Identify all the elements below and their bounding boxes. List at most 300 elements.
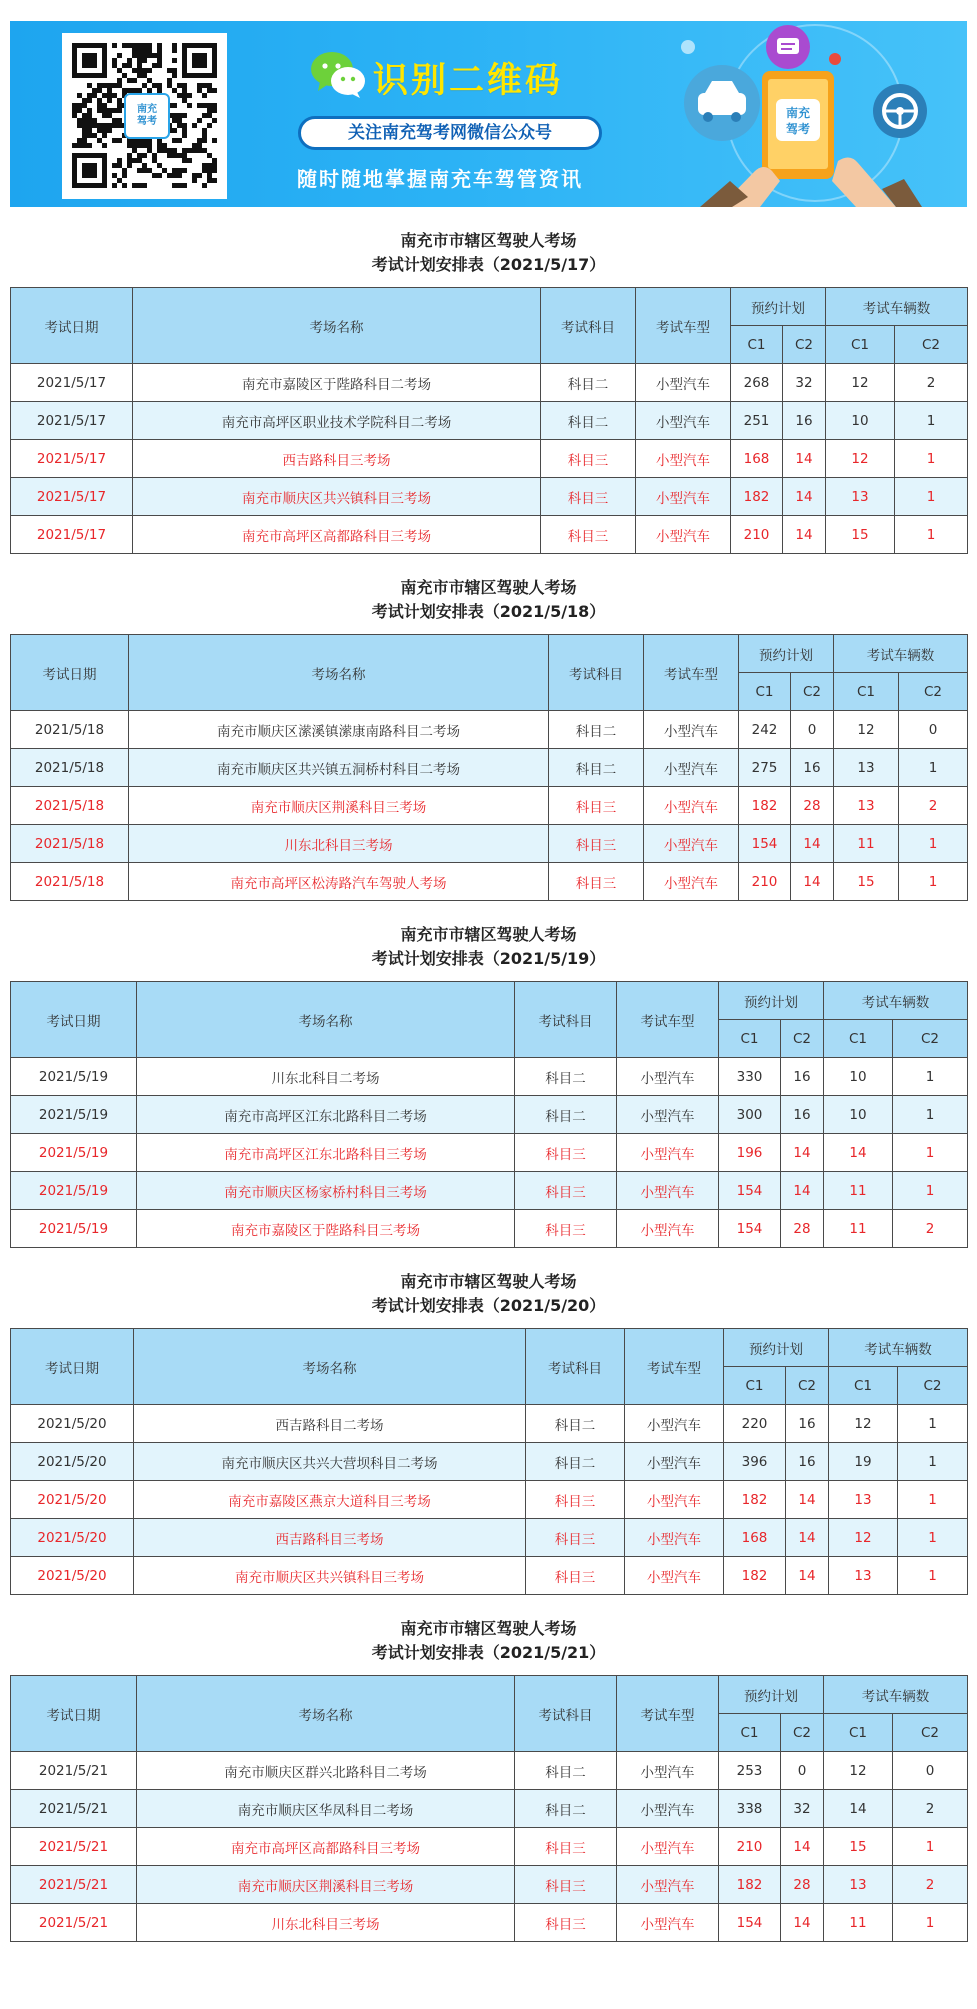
cell-subject: 科目三 <box>515 1828 617 1866</box>
cell-cars-c2: 0 <box>899 711 968 749</box>
header-venue: 考场名称 <box>137 1676 515 1752</box>
header-plan-c2: C2 <box>783 326 826 364</box>
cell-vehicle: 小型汽车 <box>636 478 731 516</box>
qr-logo <box>124 93 170 139</box>
cell-date: 2021/5/19 <box>11 1058 137 1096</box>
cell-subject: 科目二 <box>541 364 636 402</box>
header-vehicle: 考试车型 <box>617 982 719 1058</box>
cell-plan-c1: 220 <box>724 1405 786 1443</box>
cell-cars-c2: 1 <box>895 440 968 478</box>
cell-cars-c1: 13 <box>834 787 899 825</box>
cell-plan-c1: 330 <box>719 1058 781 1096</box>
cell-cars-c2: 1 <box>893 1058 968 1096</box>
cell-date: 2021/5/17 <box>11 364 133 402</box>
cell-vehicle: 小型汽车 <box>617 1172 719 1210</box>
cell-subject: 科目三 <box>541 478 636 516</box>
cell-subject: 科目三 <box>526 1481 625 1519</box>
cell-venue: 南充市嘉陵区燕京大道科目三考场 <box>134 1481 526 1519</box>
cell-plan-c2: 14 <box>781 1134 824 1172</box>
header-date: 考试日期 <box>11 288 133 364</box>
cell-venue: 南充市顺庆区杨家桥村科目三考场 <box>137 1172 515 1210</box>
schedule-table <box>10 981 968 1248</box>
header-venue: 考场名称 <box>137 982 515 1058</box>
table-row <box>11 1443 968 1481</box>
cell-plan-c1: 182 <box>739 787 791 825</box>
cell-cars-c2: 1 <box>893 1172 968 1210</box>
header-date: 考试日期 <box>11 1676 137 1752</box>
cell-plan-c2: 14 <box>786 1557 829 1595</box>
cell-venue: 南充市顺庆区共兴镇科目三考场 <box>134 1557 526 1595</box>
cell-vehicle: 小型汽车 <box>625 1481 724 1519</box>
cell-vehicle: 小型汽车 <box>636 440 731 478</box>
header-plan-c1: C1 <box>719 1714 781 1752</box>
schedule-table <box>10 1328 968 1595</box>
cell-date: 2021/5/17 <box>11 440 133 478</box>
cell-cars-c1: 12 <box>834 711 899 749</box>
schedule-section <box>10 1270 967 1595</box>
wechat-banner[interactable] <box>10 21 967 207</box>
banner-title: 识别二维码 <box>373 61 564 101</box>
cell-plan-c1: 210 <box>739 863 791 901</box>
cell-cars-c2: 1 <box>895 478 968 516</box>
header-plan: 预约计划 <box>739 635 834 673</box>
cell-venue: 川东北科目二考场 <box>137 1058 515 1096</box>
cell-subject: 科目三 <box>541 516 636 554</box>
cell-subject: 科目三 <box>526 1557 625 1595</box>
table-row <box>11 1058 968 1096</box>
cell-plan-c2: 0 <box>781 1752 824 1790</box>
cell-cars-c2: 1 <box>895 402 968 440</box>
cell-vehicle: 小型汽车 <box>617 1828 719 1866</box>
cell-subject: 科目二 <box>515 1790 617 1828</box>
cell-subject: 科目二 <box>515 1752 617 1790</box>
cell-vehicle: 小型汽车 <box>617 1210 719 1248</box>
header-subject: 考试科目 <box>526 1329 625 1405</box>
cell-subject: 科目三 <box>515 1172 617 1210</box>
cell-venue: 南充市嘉陵区于陛路科目二考场 <box>133 364 541 402</box>
table-row <box>11 711 968 749</box>
table-row <box>11 364 968 402</box>
cell-venue: 南充市顺庆区荆溪科目三考场 <box>129 787 549 825</box>
table-row <box>11 402 968 440</box>
cell-vehicle: 小型汽车 <box>617 1904 719 1942</box>
cell-cars-c2: 1 <box>898 1405 968 1443</box>
table-row <box>11 1519 968 1557</box>
header-cars: 考试车辆数 <box>829 1329 968 1367</box>
table-row <box>11 1904 968 1942</box>
cell-subject: 科目二 <box>541 402 636 440</box>
cell-cars-c2: 1 <box>893 1828 968 1866</box>
cell-cars-c2: 1 <box>898 1443 968 1481</box>
table-row <box>11 1096 968 1134</box>
cell-cars-c2: 1 <box>899 825 968 863</box>
section-title-line1: 南充市市辖区驾驶人考场 <box>400 925 577 944</box>
cell-cars-c1: 12 <box>829 1405 898 1443</box>
schedule-table <box>10 287 968 554</box>
table-row <box>11 440 968 478</box>
wechat-icon <box>310 49 366 99</box>
cell-date: 2021/5/19 <box>11 1172 137 1210</box>
banner-subtitle: 随时随地掌握南充车驾管资讯 <box>297 167 583 191</box>
table-row <box>11 825 968 863</box>
cell-vehicle: 小型汽车 <box>644 749 739 787</box>
header-plan-c1: C1 <box>739 673 791 711</box>
cell-plan-c2: 32 <box>783 364 826 402</box>
table-row <box>11 1481 968 1519</box>
cell-cars-c1: 13 <box>829 1481 898 1519</box>
cell-cars-c1: 15 <box>824 1828 893 1866</box>
cell-date: 2021/5/19 <box>11 1134 137 1172</box>
cell-vehicle: 小型汽车 <box>617 1866 719 1904</box>
cell-cars-c2: 1 <box>899 863 968 901</box>
cell-vehicle: 小型汽车 <box>644 787 739 825</box>
table-row <box>11 1134 968 1172</box>
header-vehicle: 考试车型 <box>644 635 739 711</box>
schedule-sections <box>0 229 977 1942</box>
cell-vehicle: 小型汽车 <box>625 1519 724 1557</box>
cell-subject: 科目三 <box>515 1210 617 1248</box>
cell-vehicle: 小型汽车 <box>617 1790 719 1828</box>
header-plan: 预约计划 <box>719 982 824 1020</box>
cell-venue: 南充市顺庆区共兴镇五洞桥村科目二考场 <box>129 749 549 787</box>
cell-date: 2021/5/20 <box>11 1519 134 1557</box>
qr-logo-line2: 驾考 <box>137 116 157 127</box>
svg-text:驾考: 驾考 <box>785 122 811 136</box>
cell-venue: 南充市高坪区高都路科目三考场 <box>133 516 541 554</box>
section-title-line1: 南充市市辖区驾驶人考场 <box>400 578 577 597</box>
table-row <box>11 478 968 516</box>
section-title-line1: 南充市市辖区驾驶人考场 <box>400 1619 577 1638</box>
cell-cars-c1: 11 <box>824 1904 893 1942</box>
header-plan: 预约计划 <box>724 1329 829 1367</box>
cell-plan-c2: 14 <box>786 1519 829 1557</box>
header-venue: 考场名称 <box>134 1329 526 1405</box>
header-plan-c2: C2 <box>781 1714 824 1752</box>
table-row <box>11 1752 968 1790</box>
cell-cars-c2: 2 <box>893 1210 968 1248</box>
cell-date: 2021/5/20 <box>11 1481 134 1519</box>
cell-cars-c1: 12 <box>826 364 895 402</box>
header-cars: 考试车辆数 <box>824 982 968 1020</box>
cell-cars-c1: 12 <box>826 440 895 478</box>
header-vehicle: 考试车型 <box>636 288 731 364</box>
header-cars-c1: C1 <box>829 1367 898 1405</box>
cell-plan-c2: 14 <box>783 478 826 516</box>
cell-subject: 科目三 <box>515 1134 617 1172</box>
qr-code-icon <box>62 33 227 199</box>
cell-plan-c2: 28 <box>781 1210 824 1248</box>
cell-cars-c1: 10 <box>826 402 895 440</box>
table-row <box>11 1828 968 1866</box>
cell-cars-c2: 0 <box>893 1752 968 1790</box>
table-row <box>11 1405 968 1443</box>
table-row <box>11 1172 968 1210</box>
cell-cars-c2: 2 <box>899 787 968 825</box>
cell-plan-c2: 16 <box>783 402 826 440</box>
cell-subject: 科目三 <box>526 1519 625 1557</box>
schedule-section <box>10 923 967 1248</box>
cell-subject: 科目三 <box>515 1904 617 1942</box>
header-cars-c1: C1 <box>834 673 899 711</box>
cell-plan-c1: 182 <box>731 478 783 516</box>
cell-cars-c1: 12 <box>829 1519 898 1557</box>
schedule-table <box>10 1675 968 1942</box>
cell-plan-c1: 253 <box>719 1752 781 1790</box>
cell-venue: 南充市高坪区松涛路汽车驾驶人考场 <box>129 863 549 901</box>
steering-wheel-icon <box>873 84 927 138</box>
cell-plan-c1: 338 <box>719 1790 781 1828</box>
header-plan-c2: C2 <box>781 1020 824 1058</box>
cell-date: 2021/5/20 <box>11 1443 134 1481</box>
schedule-section <box>10 1617 967 1942</box>
header-cars-c2: C2 <box>898 1367 968 1405</box>
header-plan-c2: C2 <box>786 1367 829 1405</box>
cell-plan-c1: 275 <box>739 749 791 787</box>
cell-plan-c1: 210 <box>719 1828 781 1866</box>
cell-subject: 科目三 <box>549 787 644 825</box>
cell-plan-c2: 14 <box>783 516 826 554</box>
phone-icon <box>762 71 834 179</box>
cell-cars-c1: 13 <box>826 478 895 516</box>
cell-date: 2021/5/17 <box>11 402 133 440</box>
cell-cars-c1: 13 <box>824 1866 893 1904</box>
header-cars: 考试车辆数 <box>834 635 968 673</box>
cell-date: 2021/5/17 <box>11 478 133 516</box>
cell-venue: 南充市顺庆区潆溪镇潆康南路科目二考场 <box>129 711 549 749</box>
cell-date: 2021/5/21 <box>11 1790 137 1828</box>
cell-cars-c2: 2 <box>893 1866 968 1904</box>
cell-date: 2021/5/19 <box>11 1210 137 1248</box>
cell-vehicle: 小型汽车 <box>636 516 731 554</box>
cell-cars-c1: 12 <box>824 1752 893 1790</box>
cell-vehicle: 小型汽车 <box>636 402 731 440</box>
cell-subject: 科目三 <box>541 440 636 478</box>
cell-venue: 南充市顺庆区华凤科目二考场 <box>137 1790 515 1828</box>
cell-cars-c2: 1 <box>898 1519 968 1557</box>
cell-plan-c1: 182 <box>724 1557 786 1595</box>
chat-icon <box>766 25 810 69</box>
header-cars-c1: C1 <box>824 1020 893 1058</box>
cell-plan-c2: 14 <box>791 825 834 863</box>
cell-cars-c1: 11 <box>824 1172 893 1210</box>
cell-plan-c1: 154 <box>739 825 791 863</box>
cell-plan-c1: 182 <box>719 1866 781 1904</box>
header-date: 考试日期 <box>11 1329 134 1405</box>
cell-vehicle: 小型汽车 <box>644 711 739 749</box>
header-cars: 考试车辆数 <box>824 1676 968 1714</box>
cell-plan-c2: 14 <box>781 1828 824 1866</box>
cell-vehicle: 小型汽车 <box>617 1752 719 1790</box>
cell-cars-c1: 15 <box>826 516 895 554</box>
cell-subject: 科目二 <box>549 711 644 749</box>
section-title-line2: 考试计划安排表（2021/5/17） <box>371 255 606 274</box>
section-title-line2: 考试计划安排表（2021/5/20） <box>371 1296 606 1315</box>
cell-date: 2021/5/18 <box>11 749 129 787</box>
phone-illustration <box>660 21 967 207</box>
cell-cars-c1: 19 <box>829 1443 898 1481</box>
header-plan-c1: C1 <box>731 326 783 364</box>
header-cars-c2: C2 <box>893 1714 968 1752</box>
cell-cars-c1: 13 <box>834 749 899 787</box>
cell-subject: 科目二 <box>515 1058 617 1096</box>
cell-plan-c2: 16 <box>781 1058 824 1096</box>
header-plan: 预约计划 <box>731 288 826 326</box>
cell-date: 2021/5/21 <box>11 1904 137 1942</box>
header-cars-c2: C2 <box>895 326 968 364</box>
cell-subject: 科目三 <box>549 825 644 863</box>
cell-date: 2021/5/17 <box>11 516 133 554</box>
table-row <box>11 1866 968 1904</box>
header-subject: 考试科目 <box>549 635 644 711</box>
cell-plan-c2: 16 <box>786 1405 829 1443</box>
header-plan-c2: C2 <box>791 673 834 711</box>
header-subject: 考试科目 <box>515 982 617 1058</box>
cell-venue: 西吉路科目二考场 <box>134 1405 526 1443</box>
cell-plan-c1: 168 <box>724 1519 786 1557</box>
cell-venue: 南充市顺庆区共兴镇科目三考场 <box>133 478 541 516</box>
table-row <box>11 1557 968 1595</box>
cell-plan-c1: 168 <box>731 440 783 478</box>
header-vehicle: 考试车型 <box>625 1329 724 1405</box>
cell-cars-c2: 1 <box>895 516 968 554</box>
cell-venue: 川东北科目三考场 <box>137 1904 515 1942</box>
cell-cars-c1: 11 <box>824 1210 893 1248</box>
cell-plan-c2: 16 <box>786 1443 829 1481</box>
cell-date: 2021/5/18 <box>11 863 129 901</box>
cell-venue: 南充市高坪区江东北路科目二考场 <box>137 1096 515 1134</box>
cell-plan-c2: 28 <box>791 787 834 825</box>
cell-plan-c2: 14 <box>781 1172 824 1210</box>
section-title-line2: 考试计划安排表（2021/5/21） <box>371 1643 606 1662</box>
cell-plan-c1: 154 <box>719 1172 781 1210</box>
cell-plan-c1: 182 <box>724 1481 786 1519</box>
cell-vehicle: 小型汽车 <box>625 1405 724 1443</box>
cell-cars-c1: 14 <box>824 1790 893 1828</box>
cell-vehicle: 小型汽车 <box>617 1058 719 1096</box>
cell-plan-c1: 251 <box>731 402 783 440</box>
cell-plan-c2: 14 <box>791 863 834 901</box>
cell-subject: 科目三 <box>549 863 644 901</box>
car-icon <box>684 65 760 141</box>
section-title-line2: 考试计划安排表（2021/5/18） <box>371 602 606 621</box>
cell-vehicle: 小型汽车 <box>625 1557 724 1595</box>
cell-vehicle: 小型汽车 <box>644 825 739 863</box>
svg-text:南充: 南充 <box>785 106 811 120</box>
cell-subject: 科目二 <box>526 1443 625 1481</box>
header-subject: 考试科目 <box>541 288 636 364</box>
schedule-section <box>10 576 967 901</box>
header-date: 考试日期 <box>11 635 129 711</box>
cell-cars-c1: 13 <box>829 1557 898 1595</box>
cell-vehicle: 小型汽车 <box>625 1443 724 1481</box>
cell-plan-c2: 32 <box>781 1790 824 1828</box>
header-plan: 预约计划 <box>719 1676 824 1714</box>
section-title-line1: 南充市市辖区驾驶人考场 <box>400 1272 577 1291</box>
header-cars: 考试车辆数 <box>826 288 968 326</box>
header-venue: 考场名称 <box>129 635 549 711</box>
table-row <box>11 749 968 787</box>
cell-date: 2021/5/20 <box>11 1405 134 1443</box>
banner-pill: 关注南充驾考网微信公众号 <box>298 116 602 150</box>
table-row <box>11 863 968 901</box>
header-cars-c2: C2 <box>899 673 968 711</box>
page <box>0 21 977 1942</box>
table-row <box>11 516 968 554</box>
cell-plan-c2: 16 <box>781 1096 824 1134</box>
cell-plan-c1: 268 <box>731 364 783 402</box>
cell-plan-c1: 396 <box>724 1443 786 1481</box>
header-plan-c1: C1 <box>719 1020 781 1058</box>
cell-cars-c2: 2 <box>895 364 968 402</box>
qr-logo-line1: 南充 <box>137 104 157 115</box>
cell-vehicle: 小型汽车 <box>617 1134 719 1172</box>
cell-date: 2021/5/18 <box>11 787 129 825</box>
header-vehicle: 考试车型 <box>617 1676 719 1752</box>
header-date: 考试日期 <box>11 982 137 1058</box>
header-cars-c2: C2 <box>893 1020 968 1058</box>
table-row <box>11 1790 968 1828</box>
cell-subject: 科目三 <box>515 1866 617 1904</box>
cell-cars-c2: 1 <box>899 749 968 787</box>
cell-cars-c2: 2 <box>893 1790 968 1828</box>
cell-cars-c1: 15 <box>834 863 899 901</box>
cell-venue: 南充市顺庆区共兴大营坝科目二考场 <box>134 1443 526 1481</box>
cell-venue: 川东北科目三考场 <box>129 825 549 863</box>
cell-plan-c1: 300 <box>719 1096 781 1134</box>
cell-plan-c2: 14 <box>783 440 826 478</box>
cell-date: 2021/5/20 <box>11 1557 134 1595</box>
section-title-line2: 考试计划安排表（2021/5/19） <box>371 949 606 968</box>
cell-plan-c2: 14 <box>786 1481 829 1519</box>
cell-cars-c1: 11 <box>834 825 899 863</box>
cell-cars-c2: 1 <box>898 1557 968 1595</box>
cell-plan-c1: 210 <box>731 516 783 554</box>
cell-vehicle: 小型汽车 <box>644 863 739 901</box>
table-row <box>11 1210 968 1248</box>
cell-cars-c1: 10 <box>824 1096 893 1134</box>
schedule-table <box>10 634 968 901</box>
cell-subject: 科目二 <box>515 1096 617 1134</box>
cell-venue: 西吉路科目三考场 <box>133 440 541 478</box>
cell-venue: 南充市高坪区江东北路科目三考场 <box>137 1134 515 1172</box>
section-title-line1: 南充市市辖区驾驶人考场 <box>400 231 577 250</box>
cell-date: 2021/5/19 <box>11 1096 137 1134</box>
cell-plan-c1: 154 <box>719 1210 781 1248</box>
header-venue: 考场名称 <box>133 288 541 364</box>
cell-cars-c1: 10 <box>824 1058 893 1096</box>
table-row <box>11 787 968 825</box>
cell-venue: 南充市顺庆区群兴北路科目二考场 <box>137 1752 515 1790</box>
cell-plan-c2: 0 <box>791 711 834 749</box>
cell-plan-c2: 28 <box>781 1866 824 1904</box>
header-cars-c1: C1 <box>826 326 895 364</box>
cell-venue: 南充市高坪区高都路科目三考场 <box>137 1828 515 1866</box>
cell-cars-c2: 1 <box>893 1096 968 1134</box>
cell-cars-c1: 14 <box>824 1134 893 1172</box>
schedule-section <box>10 229 967 554</box>
cell-plan-c2: 14 <box>781 1904 824 1942</box>
cell-date: 2021/5/18 <box>11 825 129 863</box>
cell-cars-c2: 1 <box>898 1481 968 1519</box>
cell-plan-c1: 242 <box>739 711 791 749</box>
header-cars-c1: C1 <box>824 1714 893 1752</box>
cell-plan-c1: 154 <box>719 1904 781 1942</box>
header-subject: 考试科目 <box>515 1676 617 1752</box>
cell-venue: 南充市高坪区职业技术学院科目二考场 <box>133 402 541 440</box>
cell-venue: 南充市顺庆区荆溪科目三考场 <box>137 1866 515 1904</box>
cell-date: 2021/5/21 <box>11 1866 137 1904</box>
cell-date: 2021/5/21 <box>11 1828 137 1866</box>
